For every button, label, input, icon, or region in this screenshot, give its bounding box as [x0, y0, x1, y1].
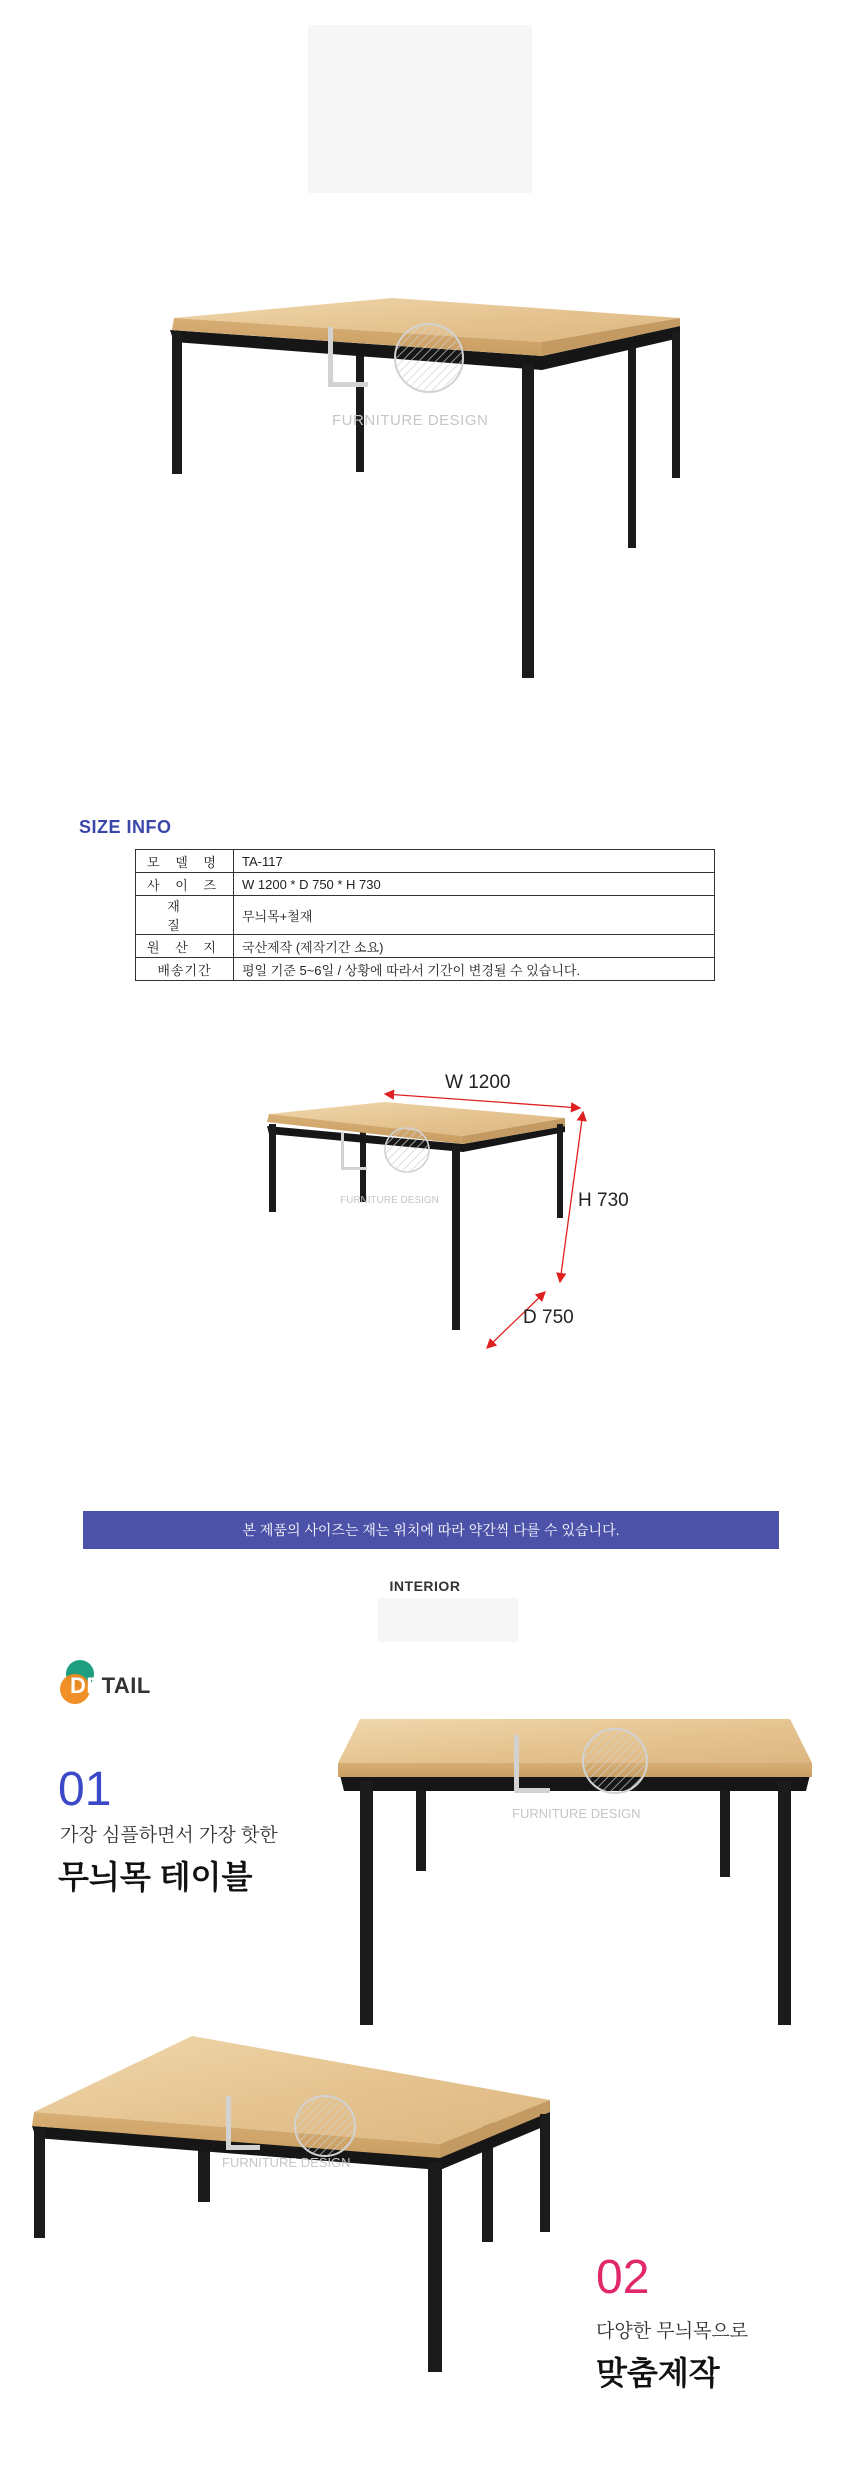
table-row: [136, 958, 715, 981]
detail-logo: [60, 1660, 180, 1708]
hero-table-image: [150, 290, 710, 700]
spec-label: 모 델 명: [136, 850, 234, 873]
table-row: [136, 873, 715, 896]
interior-label: INTERIOR: [389, 1578, 461, 1594]
top-image-placeholder: [308, 25, 532, 193]
detail-01-title: 무늬목 테이블: [58, 1859, 253, 1895]
height-label: H 730: [578, 1190, 629, 1211]
notice-bar: 본 제품의 사이즈는 재는 위치에 따라 약간씩 다를 수 있습니다.: [83, 1511, 779, 1549]
watermark-brand: FURNITURE DESIGN: [222, 2155, 351, 2170]
spec-value: TA-117: [234, 850, 715, 873]
width-label: W 1200: [445, 1072, 511, 1093]
depth-label: D 750: [523, 1307, 574, 1328]
spec-label: 배송기간: [136, 958, 234, 981]
spec-value: 무늬목+철재: [234, 896, 715, 935]
detail-text-de: DE: [70, 1673, 102, 1698]
table-row: [136, 935, 715, 958]
spec-label: 원 산 지: [136, 935, 234, 958]
spec-label: 재 질: [136, 896, 234, 935]
watermark-brand: FURNITURE DESIGN: [332, 412, 489, 429]
detail-01-subtitle: 가장 심플하면서 가장 핫한: [60, 1825, 278, 1846]
detail-01-table-image: [330, 1715, 820, 2035]
table-row: [136, 850, 715, 873]
spec-value: W 1200 * D 750 * H 730: [234, 873, 715, 896]
detail-text: [70, 1673, 151, 1699]
spec-value: 국산제작 (제작기간 소요): [234, 935, 715, 958]
interior-image-placeholder: [378, 1598, 518, 1642]
table-row: [136, 896, 715, 935]
size-info-title: SIZE INFO: [79, 817, 172, 837]
detail-01-number: 01: [58, 1763, 112, 1816]
detail-02-title: 맞춤제작: [596, 2355, 720, 2391]
detail-02-number: 02: [596, 2251, 650, 2304]
watermark-brand: FURNITURE DESIGN: [340, 1195, 439, 1206]
watermark-brand: FURNITURE DESIGN: [512, 1806, 641, 1821]
spec-value: 평일 기준 5~6일 / 상황에 따라서 기간이 변경될 수 있습니다.: [234, 958, 715, 981]
spec-label: 사 이 즈: [136, 873, 234, 896]
detail-text-tail: TAIL: [101, 1673, 151, 1698]
detail-02-table-image: [20, 2030, 560, 2380]
detail-02-subtitle: 다양한 무늬목으로: [596, 2321, 749, 2342]
spec-table: [135, 849, 715, 981]
